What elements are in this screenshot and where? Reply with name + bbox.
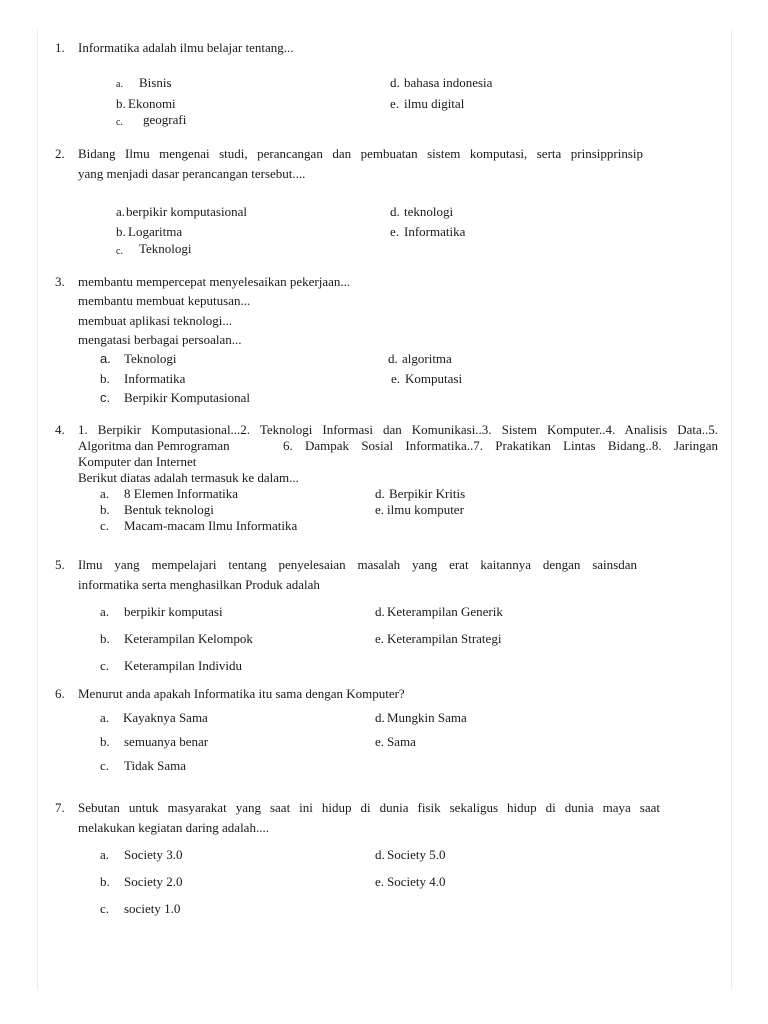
question-number: 4. (55, 422, 65, 437)
question-text: Berikut diatas adalah termasuk ke dalam... (78, 470, 299, 485)
option-letter: b. (100, 371, 110, 386)
option-letter: b. (100, 631, 110, 646)
option-text[interactable]: semuanya benar (124, 734, 209, 749)
option-letter: b. (116, 224, 126, 239)
option-text[interactable]: berpikir komputasional (126, 204, 247, 219)
option-letter: c. (100, 758, 110, 773)
question-number: 7. (55, 800, 65, 815)
option-letter: a. (100, 351, 111, 366)
option-text[interactable]: Tidak Sama (124, 758, 186, 773)
option-text[interactable]: Teknologi (124, 351, 177, 366)
option-text[interactable]: ilmu digital (404, 96, 465, 111)
option-text[interactable]: Society 5.0 (387, 847, 446, 862)
option-text[interactable]: Informatika (124, 371, 186, 386)
option-text[interactable]: Komputasi (405, 371, 463, 386)
option-text[interactable]: Berpikir Komputasional (124, 390, 251, 405)
question-number: 3. (55, 274, 65, 289)
option-letter: a. (100, 847, 110, 862)
option-text[interactable]: Logaritma (128, 224, 183, 239)
option-letter: e. (390, 96, 400, 111)
question-text: informatika serta menghasilkan Produk adalah (78, 577, 320, 592)
option-letter: e. (375, 874, 385, 889)
question-number: 5. (55, 557, 65, 572)
option-text[interactable]: geografi (143, 112, 187, 127)
option-letter: d. (375, 604, 385, 619)
option-text[interactable]: Keterampilan Kelompok (124, 631, 253, 646)
page-border-left (37, 30, 38, 990)
option-letter: d. (375, 486, 385, 501)
option-letter: e. (375, 502, 385, 517)
option-text[interactable]: Keterampilan Individu (124, 658, 243, 673)
question-text: Bidang Ilmu mengenai studi, perancangan dan pembuatan sistem komputasi, serta prinsipprinsip (78, 146, 643, 161)
option-text[interactable]: berpikir komputasi (124, 604, 223, 619)
option-text[interactable]: Keterampilan Strategi (387, 631, 502, 646)
option-text[interactable]: bahasa indonesia (404, 75, 493, 90)
option-letter: a. (116, 79, 123, 90)
option-text[interactable]: society 1.0 (124, 901, 181, 916)
option-letter: a. (100, 710, 110, 725)
option-text[interactable]: Teknologi (139, 241, 192, 256)
question-text: membantu membuat keputusan... (78, 293, 251, 308)
option-letter: c. (100, 901, 110, 916)
question-text: 1. Berpikir Komputasional...2. Teknologi Informasi dan Komunikasi..3. Sistem Komputer..4. Analisis Data..5. (78, 422, 718, 437)
option-text[interactable]: Society 2.0 (124, 874, 183, 889)
question-text: Menurut anda apakah Informatika itu sama dengan Komputer? (78, 686, 405, 701)
option-text[interactable]: ilmu komputer (387, 502, 464, 517)
option-letter: a. (116, 204, 126, 219)
option-text[interactable]: Society 4.0 (387, 874, 446, 889)
question-text: Sebutan untuk masyarakat yang saat ini hidup di dunia fisik sekaligus hidup di dunia maya saat (78, 800, 660, 815)
option-letter: e. (391, 371, 401, 386)
option-letter: d. (390, 75, 400, 90)
option-letter: c. (100, 658, 110, 673)
question-number: 2. (55, 146, 65, 161)
option-letter: d. (375, 847, 385, 862)
question-text: membantu mempercepat menyelesaikan pekerjaan... (78, 274, 351, 289)
option-text[interactable]: 8 Elemen Informatika (124, 486, 239, 501)
option-letter: b. (100, 502, 110, 517)
question-number: 1. (55, 40, 65, 55)
option-text[interactable]: Society 3.0 (124, 847, 183, 862)
option-letter: a. (100, 486, 110, 501)
option-letter: e. (375, 734, 385, 749)
question-text: yang menjadi dasar perancangan tersebut.... (78, 166, 306, 181)
option-text[interactable]: Keterampilan Generik (387, 604, 503, 619)
option-text[interactable]: Sama (387, 734, 416, 749)
option-letter: d. (388, 351, 398, 366)
option-text[interactable]: Macam-macam Ilmu Informatika (124, 518, 298, 533)
option-letter: d. (390, 204, 400, 219)
question-text: Informatika adalah ilmu belajar tentang... (78, 40, 294, 55)
option-letter: b. (100, 874, 110, 889)
option-text[interactable]: Kayaknya Sama (123, 710, 208, 725)
page-border-right (731, 30, 732, 990)
question-text: melakukan kegiatan daring adalah.... (78, 820, 269, 835)
option-text[interactable]: algoritma (402, 351, 452, 366)
option-text[interactable]: Ekonomi (128, 96, 176, 111)
question-text: Algoritma dan Pemrograman (78, 438, 230, 453)
option-text[interactable]: Informatika (404, 224, 466, 239)
option-letter: a. (100, 604, 110, 619)
question-number: 6. (55, 686, 65, 701)
option-text[interactable]: teknologi (404, 204, 454, 219)
option-letter: d. (375, 710, 385, 725)
option-letter: e. (390, 224, 400, 239)
question-text: mengatasi berbagai persoalan... (78, 332, 242, 347)
option-letter: b. (116, 96, 126, 111)
question-text: membuat aplikasi teknologi... (78, 313, 233, 328)
question-text: Komputer dan Internet (78, 454, 197, 469)
question-text: Ilmu yang mempelajari tentang penyelesaian masalah yang erat kaitannya dengan sainsdan (78, 557, 637, 572)
option-text[interactable]: Bisnis (139, 75, 172, 90)
option-letter: c. (100, 518, 110, 533)
option-letter: b. (100, 734, 110, 749)
option-letter: c. (116, 246, 123, 257)
option-text[interactable]: Bentuk teknologi (124, 502, 214, 517)
option-text[interactable]: Berpikir Kritis (389, 486, 466, 501)
question-text: 6. Dampak Sosial Informatika..7. Prakatikan Lintas Bidang..8. Jaringan (283, 438, 718, 453)
option-letter: c. (100, 390, 111, 405)
option-letter: c. (116, 117, 123, 128)
option-text[interactable]: Mungkin Sama (387, 710, 467, 725)
option-letter: e. (375, 631, 385, 646)
